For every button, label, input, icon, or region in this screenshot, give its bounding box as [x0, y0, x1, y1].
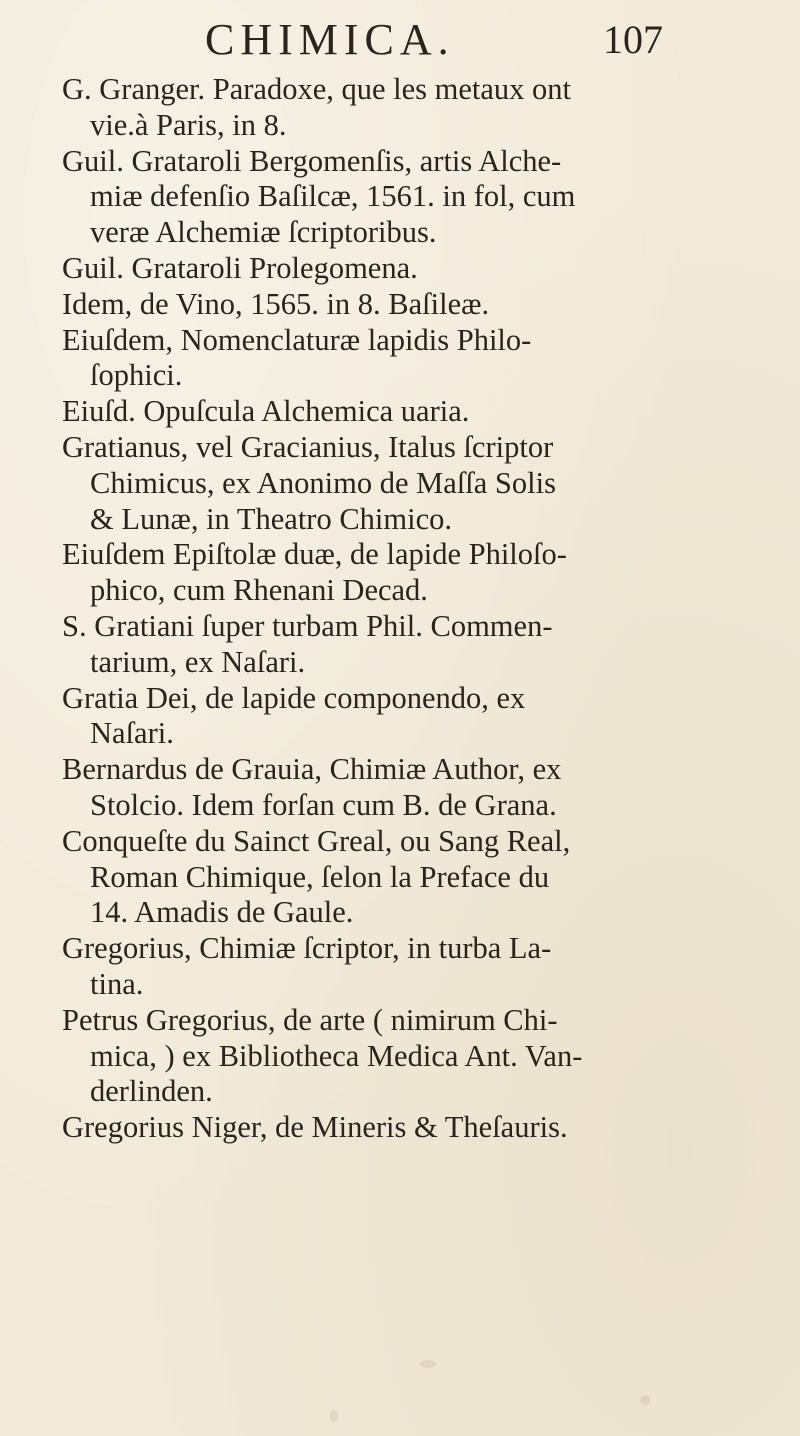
entry-first-line: Guil. Grataroli Bergomenſis, artis Alche- [62, 143, 562, 178]
entry-first-line: Conqueſte du Sainct Greal, ou Sang Real, [62, 823, 571, 858]
paper-stain [330, 1410, 338, 1422]
bibliography-list [62, 72, 752, 1146]
entry-first-line: Petrus Gregorius, de arte ( nimirum Chi- [62, 1002, 558, 1037]
entry-first-line: Eiuſdem, Nomenclaturæ lapidis Philo- [62, 322, 532, 357]
entry-first-line: Guil. Grataroli Prolegomena. [62, 250, 418, 285]
entry-continuation-line: Chimicus, ex Anonimo de Maſſa Solis [90, 465, 556, 500]
entry-continuation-line: vie.à Paris, in 8. [90, 107, 287, 142]
entry-first-line: Bernardus de Grauia, Chimiæ Author, ex [62, 752, 562, 787]
entry-continuation-line: tarium, ex Naſari. [90, 644, 306, 679]
paper-stain [420, 1360, 436, 1368]
bibliography-entry [62, 430, 752, 537]
entry-first-line: G. Granger. Paradoxe, que les metaux ont [62, 72, 572, 106]
bibliography-entry [62, 144, 752, 251]
bibliography-entry [62, 537, 752, 609]
page-number: 107 [603, 17, 663, 62]
entry-continuation-line: derlinden. [90, 1074, 213, 1109]
entry-first-line: Eiuſdem Epiſtolæ duæ, de lapide Philoſo- [62, 537, 567, 572]
entry-continuation-line: mica, ) ex Bibliotheca Medica Ant. Van- [90, 1038, 583, 1073]
entry-first-line: Gregorius Niger, de Mineris & Theſauris. [62, 1110, 568, 1145]
bibliography-entry [62, 72, 752, 144]
entry-continuation-line: veræ Alchemiæ ſcriptoribus. [90, 215, 437, 250]
entry-continuation-line: ſophici. [90, 358, 183, 393]
entry-first-line: Gratianus, vel Gracianius, Italus ſcriptor [62, 429, 554, 464]
running-head [205, 14, 705, 64]
entry-first-line: Gratia Dei, de lapide componendo, ex [62, 680, 526, 715]
entry-continuation-line: miæ defenſio Baſilcæ, 1561. in fol, cum [90, 179, 576, 214]
bibliography-entry [62, 1110, 752, 1146]
entry-continuation-line: tina. [90, 966, 144, 1001]
entry-continuation-line: phico, cum Rhenani Decad. [90, 573, 428, 608]
bibliography-entry [62, 609, 752, 681]
paper-stain [640, 1395, 650, 1405]
bibliography-entry [62, 251, 752, 287]
entry-first-line: S. Gratiani ſuper turbam Phil. Commen- [62, 608, 553, 643]
bibliography-entry [62, 681, 752, 753]
entry-continuation-line: Roman Chimique, ſelon la Preface du [90, 859, 550, 894]
bibliography-entry [62, 287, 752, 323]
bibliography-entry [62, 931, 752, 1003]
running-head-title: CHIMICA. [205, 15, 455, 64]
bibliography-entry [62, 323, 752, 395]
entry-continuation-line: Naſari. [90, 716, 174, 751]
entry-first-line: Eiuſd. Opuſcula Alchemica uaria. [62, 394, 470, 429]
bibliography-entry [62, 752, 752, 824]
entry-continuation-line: Stolcio. Idem forſan cum B. de Grana. [90, 787, 557, 822]
entry-first-line: Idem, de Vino, 1565. in 8. Baſileæ. [62, 286, 490, 321]
entry-continuation-line: 14. Amadis de Gaule. [90, 895, 354, 930]
bibliography-entry [62, 394, 752, 430]
entry-first-line: Gregorius, Chimiæ ſcriptor, in turba La- [62, 931, 552, 966]
entry-continuation-line: & Lunæ, in Theatro Chimico. [90, 501, 453, 536]
bibliography-entry [62, 824, 752, 931]
bibliography-entry [62, 1003, 752, 1110]
